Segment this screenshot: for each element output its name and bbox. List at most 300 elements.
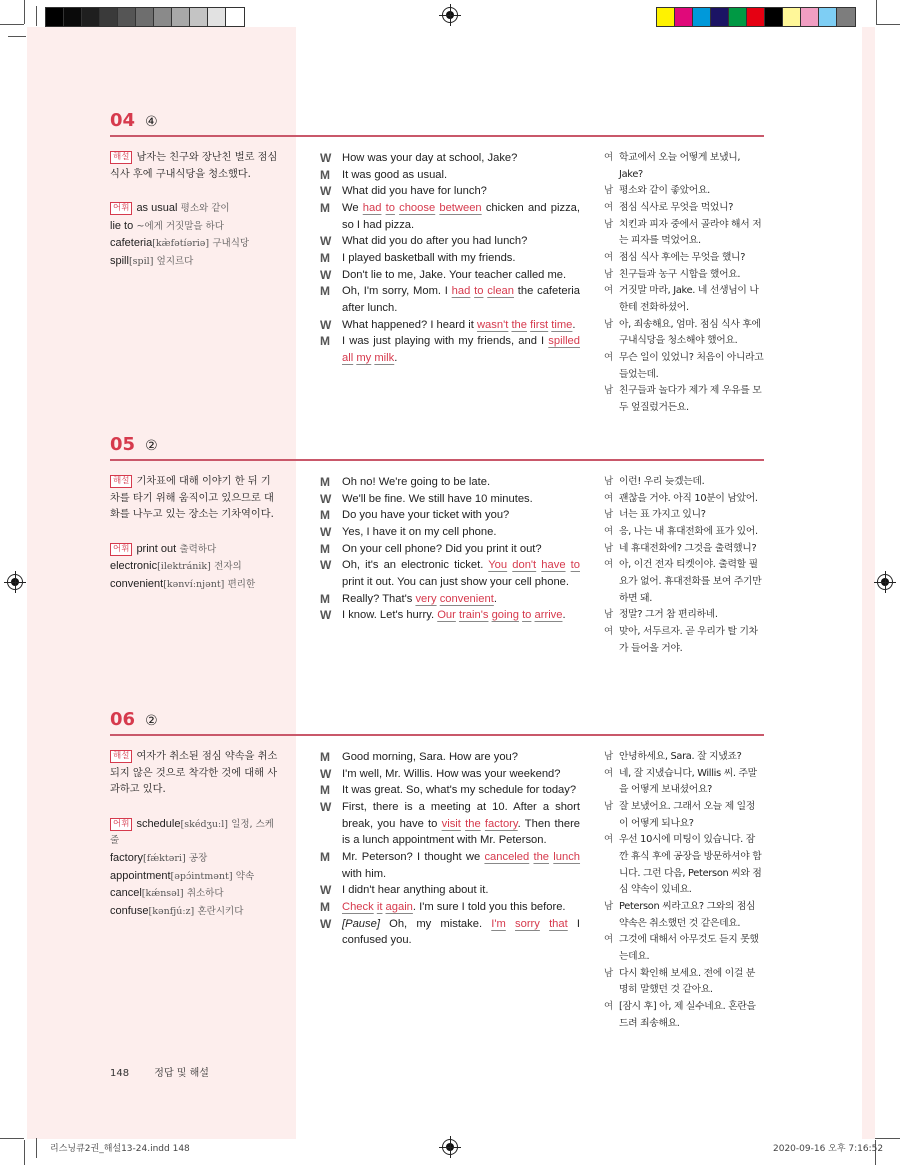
dictation-answer: spilled — [548, 335, 580, 348]
color-swatch — [837, 8, 855, 26]
speaker-label: M — [320, 284, 330, 299]
script-text: It was good as usual. — [342, 168, 448, 181]
answer-mark: ② — [145, 437, 158, 453]
script-text: What did you have for lunch? — [342, 185, 487, 198]
vocab-pronunciation: [kǽnsəl] — [141, 888, 184, 900]
translation-line — [604, 250, 764, 267]
dictation-answer: my — [356, 351, 372, 364]
section-divider — [110, 459, 764, 461]
vocab-meaning: 전자의 — [214, 561, 242, 573]
dictation-answer: have — [541, 559, 566, 572]
translation-text: 아, 이건 전자 티켓이야. 출력할 필요가 없어. 휴대전화를 보여 주기만 하면 돼. — [619, 559, 762, 604]
utterance — [342, 916, 580, 949]
explanation-text: 여자가 취소된 점심 약속을 취소되지 않은 것으로 착각한 것에 대해 사과하고 있다. — [110, 751, 278, 796]
section-divider — [110, 135, 764, 137]
speaker-label-ko: 여 — [604, 285, 614, 297]
speaker-label-ko: 남 — [604, 900, 614, 912]
dictation-answer: choose — [399, 201, 436, 214]
crop-mark — [36, 6, 37, 26]
script-text: . — [394, 351, 398, 364]
script-text: I know. Let's hurry. — [342, 609, 438, 622]
speaker-label: M — [320, 334, 330, 349]
dialogue-line — [320, 799, 580, 849]
script-text: chicken and pizza, so I had pizza. — [342, 201, 581, 231]
translation-line — [604, 749, 764, 766]
vocab-item — [110, 885, 280, 903]
utterance — [342, 167, 580, 184]
speaker-label-ko: 여 — [604, 1000, 614, 1012]
crop-mark — [875, 1138, 900, 1139]
dialogue-line — [320, 283, 580, 316]
translation-text: 너는 표 가지고 있니? — [619, 509, 706, 521]
dictation-answer: to — [474, 285, 484, 298]
vocab-meaning: 구내식당 — [212, 238, 250, 250]
vocabulary-block — [110, 200, 280, 270]
vocabulary-block — [110, 541, 280, 594]
translation-text: 무슨 일이 있었니? 처음이 아니라고 들었는데. — [619, 351, 764, 380]
vocab-item — [110, 850, 280, 868]
utterance — [342, 882, 580, 899]
translation-line — [604, 541, 764, 558]
translation-line — [604, 507, 764, 524]
translation-text: 우선 10시에 미팅이 있습니다. 잠깐 휴식 후에 공장을 방문하셔야 합니다. 그런 다음, Peterson 씨와 점심 약속이 있네요. — [619, 834, 762, 896]
dialogue-line — [320, 267, 580, 284]
explanation-column — [110, 749, 280, 920]
utterance — [342, 250, 580, 267]
vocab-pronunciation: [kæ̀fətíəriə] — [152, 238, 210, 250]
speaker-label: W — [320, 608, 332, 623]
script-text: Mr. Peterson? I thought we — [342, 850, 485, 863]
translation-line — [604, 474, 764, 491]
vocab-pronunciation: [spil] — [128, 255, 154, 267]
speaker-label: M — [320, 250, 330, 265]
utterance — [342, 283, 580, 316]
utterance — [342, 317, 580, 334]
registration-mark-icon — [442, 7, 458, 23]
speaker-label: M — [320, 200, 330, 215]
vocab-word: convenient — [110, 577, 164, 590]
translation-text: 점심 식사 후에는 무엇을 했니? — [619, 251, 746, 263]
dialogue-line — [320, 333, 580, 366]
vocab-meaning: 편리한 — [227, 578, 256, 590]
translation-text: 거짓말 마라, Jake. 네 선생님이 나한테 전화하셨어. — [619, 285, 759, 313]
dictation-answer: clean — [487, 285, 514, 298]
vocab-meaning: 약속 — [235, 870, 255, 882]
utterance — [342, 491, 580, 508]
translation-text: 괜찮을 거야. 아직 10분이 남았어. — [619, 492, 758, 504]
speaker-label-ko: 여 — [604, 934, 614, 946]
question-section-05 — [110, 434, 764, 654]
script-text — [506, 918, 515, 930]
dialogue-line — [320, 317, 580, 334]
speaker-label: M — [320, 475, 330, 489]
speaker-label: W — [320, 184, 332, 199]
translation-text: 안녕하세요, Sara. 잘 지냈죠? — [619, 751, 742, 762]
color-swatch — [100, 8, 118, 26]
speaker-label: M — [320, 541, 330, 556]
translation-line — [604, 899, 764, 932]
translation-text: 친구들과 농구 시합을 했어요. — [619, 268, 741, 280]
vocab-meaning: 공장 — [188, 852, 208, 864]
dialogue-script — [320, 474, 580, 624]
script-text: I played basketball with my friends. — [342, 251, 516, 264]
vocab-word: confuse — [110, 904, 149, 917]
translation-line — [604, 150, 764, 183]
explanation-block — [110, 150, 280, 183]
dictation-answer: to — [570, 559, 580, 572]
crop-mark — [0, 1138, 24, 1139]
translation-text: 응, 나는 내 휴대전화에 표가 있어. — [619, 525, 758, 537]
utterance — [342, 150, 580, 167]
script-text: . I'm sure I told you this before. — [412, 900, 566, 913]
crop-mark — [8, 36, 26, 37]
speaker-label: W — [320, 491, 332, 506]
translation-text: 이런! 우리 늦겠는데. — [619, 476, 705, 487]
registration-mark-icon — [7, 574, 23, 590]
vocab-item — [110, 903, 280, 921]
vocab-item — [110, 218, 280, 236]
color-swatch — [208, 8, 226, 26]
crop-mark — [876, 24, 900, 25]
explanation-block — [110, 749, 280, 799]
dictation-answer: the — [465, 817, 481, 830]
dictation-answer: the — [533, 850, 550, 863]
dictation-answer: Our — [437, 609, 456, 622]
script-text: On your cell phone? Did you print it out? — [342, 542, 542, 555]
vocab-tag: 어휘 — [110, 202, 132, 215]
dialogue-line — [320, 507, 580, 524]
speaker-label-ko: 여 — [604, 351, 614, 363]
utterance — [342, 524, 580, 541]
section-divider — [110, 734, 764, 736]
translation-text: 다시 확인해 보세요. 전에 이걸 분명히 말했던 것 같아요. — [619, 967, 756, 996]
color-swatch — [801, 8, 819, 26]
script-text: Really? That's — [342, 592, 416, 605]
vocab-item — [110, 541, 280, 559]
dictation-answer: going — [491, 609, 519, 622]
speaker-label: W — [320, 883, 332, 898]
vocab-word: as usual — [136, 202, 178, 215]
script-text: Good morning, Sara. How are you? — [342, 751, 518, 763]
dialogue-line — [320, 250, 580, 267]
speaker-label-ko: 남 — [604, 268, 614, 280]
color-swatch — [172, 8, 190, 26]
script-text: the cafeteria after lunch. — [342, 285, 581, 314]
vocab-word: cancel — [110, 887, 142, 900]
speaker-label-ko: 남 — [604, 509, 614, 521]
vocab-word: schedule — [136, 817, 181, 830]
dictation-answer: lunch — [553, 850, 581, 863]
script-text: We'll be fine. We still have 10 minutes. — [342, 492, 533, 505]
utterance — [342, 749, 580, 766]
translation-line — [604, 267, 764, 284]
color-swatch — [136, 8, 154, 26]
explanation-block — [110, 474, 280, 524]
vocab-meaning: 일정, 스케줄 — [110, 818, 274, 847]
section-header — [110, 709, 764, 731]
vocab-word: factory — [110, 851, 144, 864]
translation-line — [604, 966, 764, 999]
utterance — [342, 267, 580, 284]
speaker-label: M — [320, 591, 330, 606]
dictation-answer: time — [551, 318, 573, 331]
page-footer — [110, 1064, 209, 1079]
utterance — [342, 607, 580, 624]
dialogue-line — [320, 766, 580, 783]
dialogue-line — [320, 233, 580, 250]
translation-text: 점심 식사로 무엇을 먹었니? — [619, 201, 734, 213]
vocab-tag: 어휘 — [110, 818, 132, 831]
dialogue-line — [320, 849, 580, 882]
translation-text: Peterson 씨라고요? 그와의 점심 약속은 취소했던 것 같은데요. — [619, 900, 756, 929]
translation-line — [604, 200, 764, 217]
color-swatch — [226, 8, 244, 26]
speaker-label-ko: 남 — [604, 185, 614, 197]
translation-text: [잠시 후] 아, 제 실수네요. 혼란을 드려 죄송해요. — [619, 1000, 756, 1029]
slug-timestamp: 2020-09-16 오후 7:16:52 — [773, 1144, 884, 1154]
dictation-answer: between — [439, 201, 482, 214]
explanation-text: 남자는 친구와 장난친 벌로 점심 식사 후에 구내식당을 청소했다. — [110, 152, 278, 180]
speaker-label: W — [320, 799, 332, 814]
vocab-item — [110, 558, 280, 576]
dialogue-script — [320, 150, 580, 367]
vocab-item — [110, 816, 280, 850]
script-text: What did you do after you had lunch? — [342, 235, 528, 248]
vocab-meaning: 혼란시키다 — [197, 905, 244, 917]
dictation-answer: You — [488, 559, 508, 572]
translation-text: 아, 죄송해요, 엄마. 점심 식사 후에 구내식당을 청소해야 했어요. — [619, 318, 761, 347]
registration-mark-icon — [877, 574, 893, 590]
script-text: I didn't hear anything about it. — [342, 884, 489, 897]
color-swatch — [819, 8, 837, 26]
speaker-label: W — [320, 766, 332, 781]
translation-column — [604, 474, 764, 657]
dictation-answer: I'm — [491, 917, 506, 930]
dictation-answer: don't — [512, 559, 537, 572]
explanation-tag: 해설 — [110, 475, 132, 488]
answer-mark: ④ — [145, 113, 158, 129]
speaker-label-ko: 남 — [604, 967, 614, 979]
translation-line — [604, 183, 764, 200]
translation-line — [604, 383, 764, 416]
explanation-tag: 해설 — [110, 750, 132, 763]
translation-column — [604, 749, 764, 1032]
script-text: . — [572, 318, 576, 331]
translation-line — [604, 624, 764, 657]
registration-mark-icon — [442, 1139, 458, 1155]
vocabulary-block — [110, 816, 280, 921]
vocab-meaning: 출력하다 — [179, 543, 217, 555]
dialogue-line — [320, 882, 580, 899]
dictation-answer: train's — [458, 609, 489, 622]
dialogue-line — [320, 916, 580, 949]
vocab-tag: 어휘 — [110, 543, 132, 556]
color-swatch — [64, 8, 82, 26]
translation-text: 평소와 같이 좋았어요. — [619, 185, 710, 197]
utterance — [342, 200, 580, 233]
margin-background-right — [862, 27, 875, 1139]
speaker-label-ko: 남 — [604, 542, 614, 554]
vocab-pronunciation: [əpɔ́intmənt] — [170, 870, 233, 882]
vocab-pronunciation: [ilektránik] — [157, 561, 211, 573]
explanation-text: 기차표에 대해 이야기 한 뒤 기차를 타기 위해 움직이고 있으므로 대화를 나누고 있는 장소는 기차역이다. — [110, 476, 274, 521]
dialogue-line — [320, 782, 580, 799]
speaker-label-ko: 남 — [604, 218, 614, 230]
speaker-label-ko: 남 — [604, 609, 614, 621]
color-swatch — [729, 8, 747, 26]
dictation-answer: very — [415, 592, 437, 605]
speaker-label-ko: 여 — [604, 625, 614, 637]
translation-line — [604, 932, 764, 965]
color-swatch — [118, 8, 136, 26]
dictation-answer: sorry — [515, 917, 540, 930]
dictation-answer: factory — [484, 817, 518, 830]
translation-line — [604, 217, 764, 250]
speaker-label-ko: 남 — [604, 385, 614, 397]
speaker-label-ko: 여 — [604, 834, 614, 846]
explanation-tag: 해설 — [110, 151, 132, 164]
color-swatch — [765, 8, 783, 26]
vocab-pronunciation: [kənfjúːz] — [148, 905, 195, 917]
dictation-answer: convenient — [439, 592, 494, 605]
utterance — [342, 333, 580, 366]
vocab-meaning: 취소하다 — [186, 888, 224, 900]
dictation-answer: it — [376, 900, 383, 913]
speaker-label-ko: 남 — [604, 318, 614, 330]
color-swatch — [82, 8, 100, 26]
vocab-word: appointment — [110, 869, 171, 882]
utterance — [342, 507, 580, 524]
translation-line — [604, 524, 764, 541]
dictation-answer: visit — [441, 817, 461, 830]
dictation-answer: to — [522, 609, 532, 622]
section-header — [110, 434, 764, 456]
script-text: I was just playing with my friends, and I — [342, 335, 549, 348]
script-text: Oh no! We're going to be late. — [342, 476, 491, 488]
translation-line — [604, 766, 764, 799]
speaker-label: M — [320, 849, 330, 864]
speaker-label-ko: 여 — [604, 767, 614, 779]
section-header — [110, 110, 764, 132]
vocab-item — [110, 235, 280, 253]
vocab-word: lie to — [110, 219, 134, 232]
grayscale-color-bar — [45, 7, 245, 27]
question-number: 06 — [110, 709, 136, 730]
dialogue-line — [320, 591, 580, 608]
speaker-label-ko: 남 — [604, 476, 614, 487]
color-swatch — [747, 8, 765, 26]
speaker-label: W — [320, 558, 332, 573]
translation-line — [604, 317, 764, 350]
vocab-item — [110, 253, 280, 271]
speaker-label-ko: 여 — [604, 201, 614, 213]
speaker-label: W — [320, 524, 332, 539]
color-swatch — [675, 8, 693, 26]
dictation-answer: arrive — [534, 609, 563, 622]
translation-line — [604, 832, 764, 899]
color-swatch — [657, 8, 675, 26]
crop-mark — [0, 24, 24, 25]
translation-text: 치킨과 피자 중에서 골라야 해서 저는 피자를 먹었어요. — [619, 218, 762, 247]
dictation-answer: Check — [342, 900, 374, 913]
speaker-label-ko: 남 — [604, 800, 614, 812]
speaker-label-ko: 여 — [604, 492, 614, 504]
translation-text: 그것에 대해서 아무것도 듣지 못했는데요. — [619, 934, 759, 962]
dictation-answer: to — [385, 201, 395, 214]
dictation-answer: all — [342, 351, 354, 364]
script-text: First, there is a meeting at 10. After a short break, you have to — [342, 800, 580, 830]
vocab-word: print out — [136, 542, 177, 555]
utterance — [342, 849, 580, 882]
vocab-meaning: 평소와 같이 — [180, 203, 230, 215]
explanation-column — [110, 474, 280, 594]
speaker-label: W — [320, 267, 332, 282]
dictation-answer: had — [451, 285, 471, 298]
color-swatch — [46, 8, 64, 26]
translation-line — [604, 491, 764, 508]
vocab-item — [110, 576, 280, 594]
vocab-word: electronic — [110, 560, 158, 573]
cmyk-color-bar — [656, 7, 856, 27]
script-text: I'm well, Mr. Willis. How was your weekend? — [342, 767, 561, 780]
speaker-label-ko: 여 — [604, 152, 614, 163]
speaker-label: M — [320, 167, 330, 182]
vocab-item — [110, 200, 280, 218]
vocab-pronunciation: [skédʒuːl] — [180, 818, 228, 830]
translation-column — [604, 150, 764, 417]
vocab-meaning: ~에게 거짓말을 하다 — [136, 220, 224, 232]
crop-mark — [36, 1138, 37, 1158]
question-section-04 — [110, 110, 764, 413]
script-text: with him. — [342, 867, 387, 880]
speaker-label: W — [320, 916, 332, 931]
answer-mark: ② — [145, 712, 158, 728]
utterance — [342, 782, 580, 799]
script-text: Oh, it's an electronic ticket. — [342, 559, 489, 572]
speaker-label: M — [320, 899, 330, 914]
crop-mark — [24, 0, 25, 24]
dialogue-line — [320, 899, 580, 916]
vocab-meaning: 엎지르다 — [156, 255, 194, 267]
dictation-answer: again — [385, 900, 413, 913]
script-text: We — [342, 201, 363, 214]
script-text: Oh, my mistake. — [379, 917, 492, 930]
color-swatch — [711, 8, 729, 26]
dialogue-line — [320, 183, 580, 200]
speaker-label-ko: 여 — [604, 559, 614, 571]
translation-text: 학교에서 오늘 어떻게 보냈니, Jake? — [619, 152, 741, 180]
speaker-label-ko: 여 — [604, 251, 614, 263]
footer-label: 정답 및 해설 — [154, 1068, 209, 1079]
slug-filename: 리스닝큐2권_해설13-24.indd 148 — [50, 1144, 190, 1154]
script-text: . — [562, 609, 566, 622]
vocab-pronunciation: [fǽktəri] — [143, 852, 186, 864]
dialogue-line — [320, 557, 580, 590]
script-text: How was your day at school, Jake? — [342, 152, 518, 164]
speaker-label: M — [320, 750, 330, 764]
dialogue-line — [320, 167, 580, 184]
utterance — [342, 233, 580, 250]
page-number: 148 — [110, 1068, 130, 1079]
question-number: 05 — [110, 434, 136, 455]
translation-text: 네 휴대전화에? 그것을 출력했니? — [619, 542, 757, 554]
translation-text: 맞아, 서두르자. 곧 우리가 탈 기차가 들어올 거야. — [619, 625, 758, 654]
dialogue-line — [320, 474, 580, 491]
script-text — [540, 918, 549, 930]
crop-mark — [24, 1140, 25, 1165]
utterance — [342, 591, 580, 608]
script-text: print it out. You can just show your cell phone. — [342, 575, 569, 588]
